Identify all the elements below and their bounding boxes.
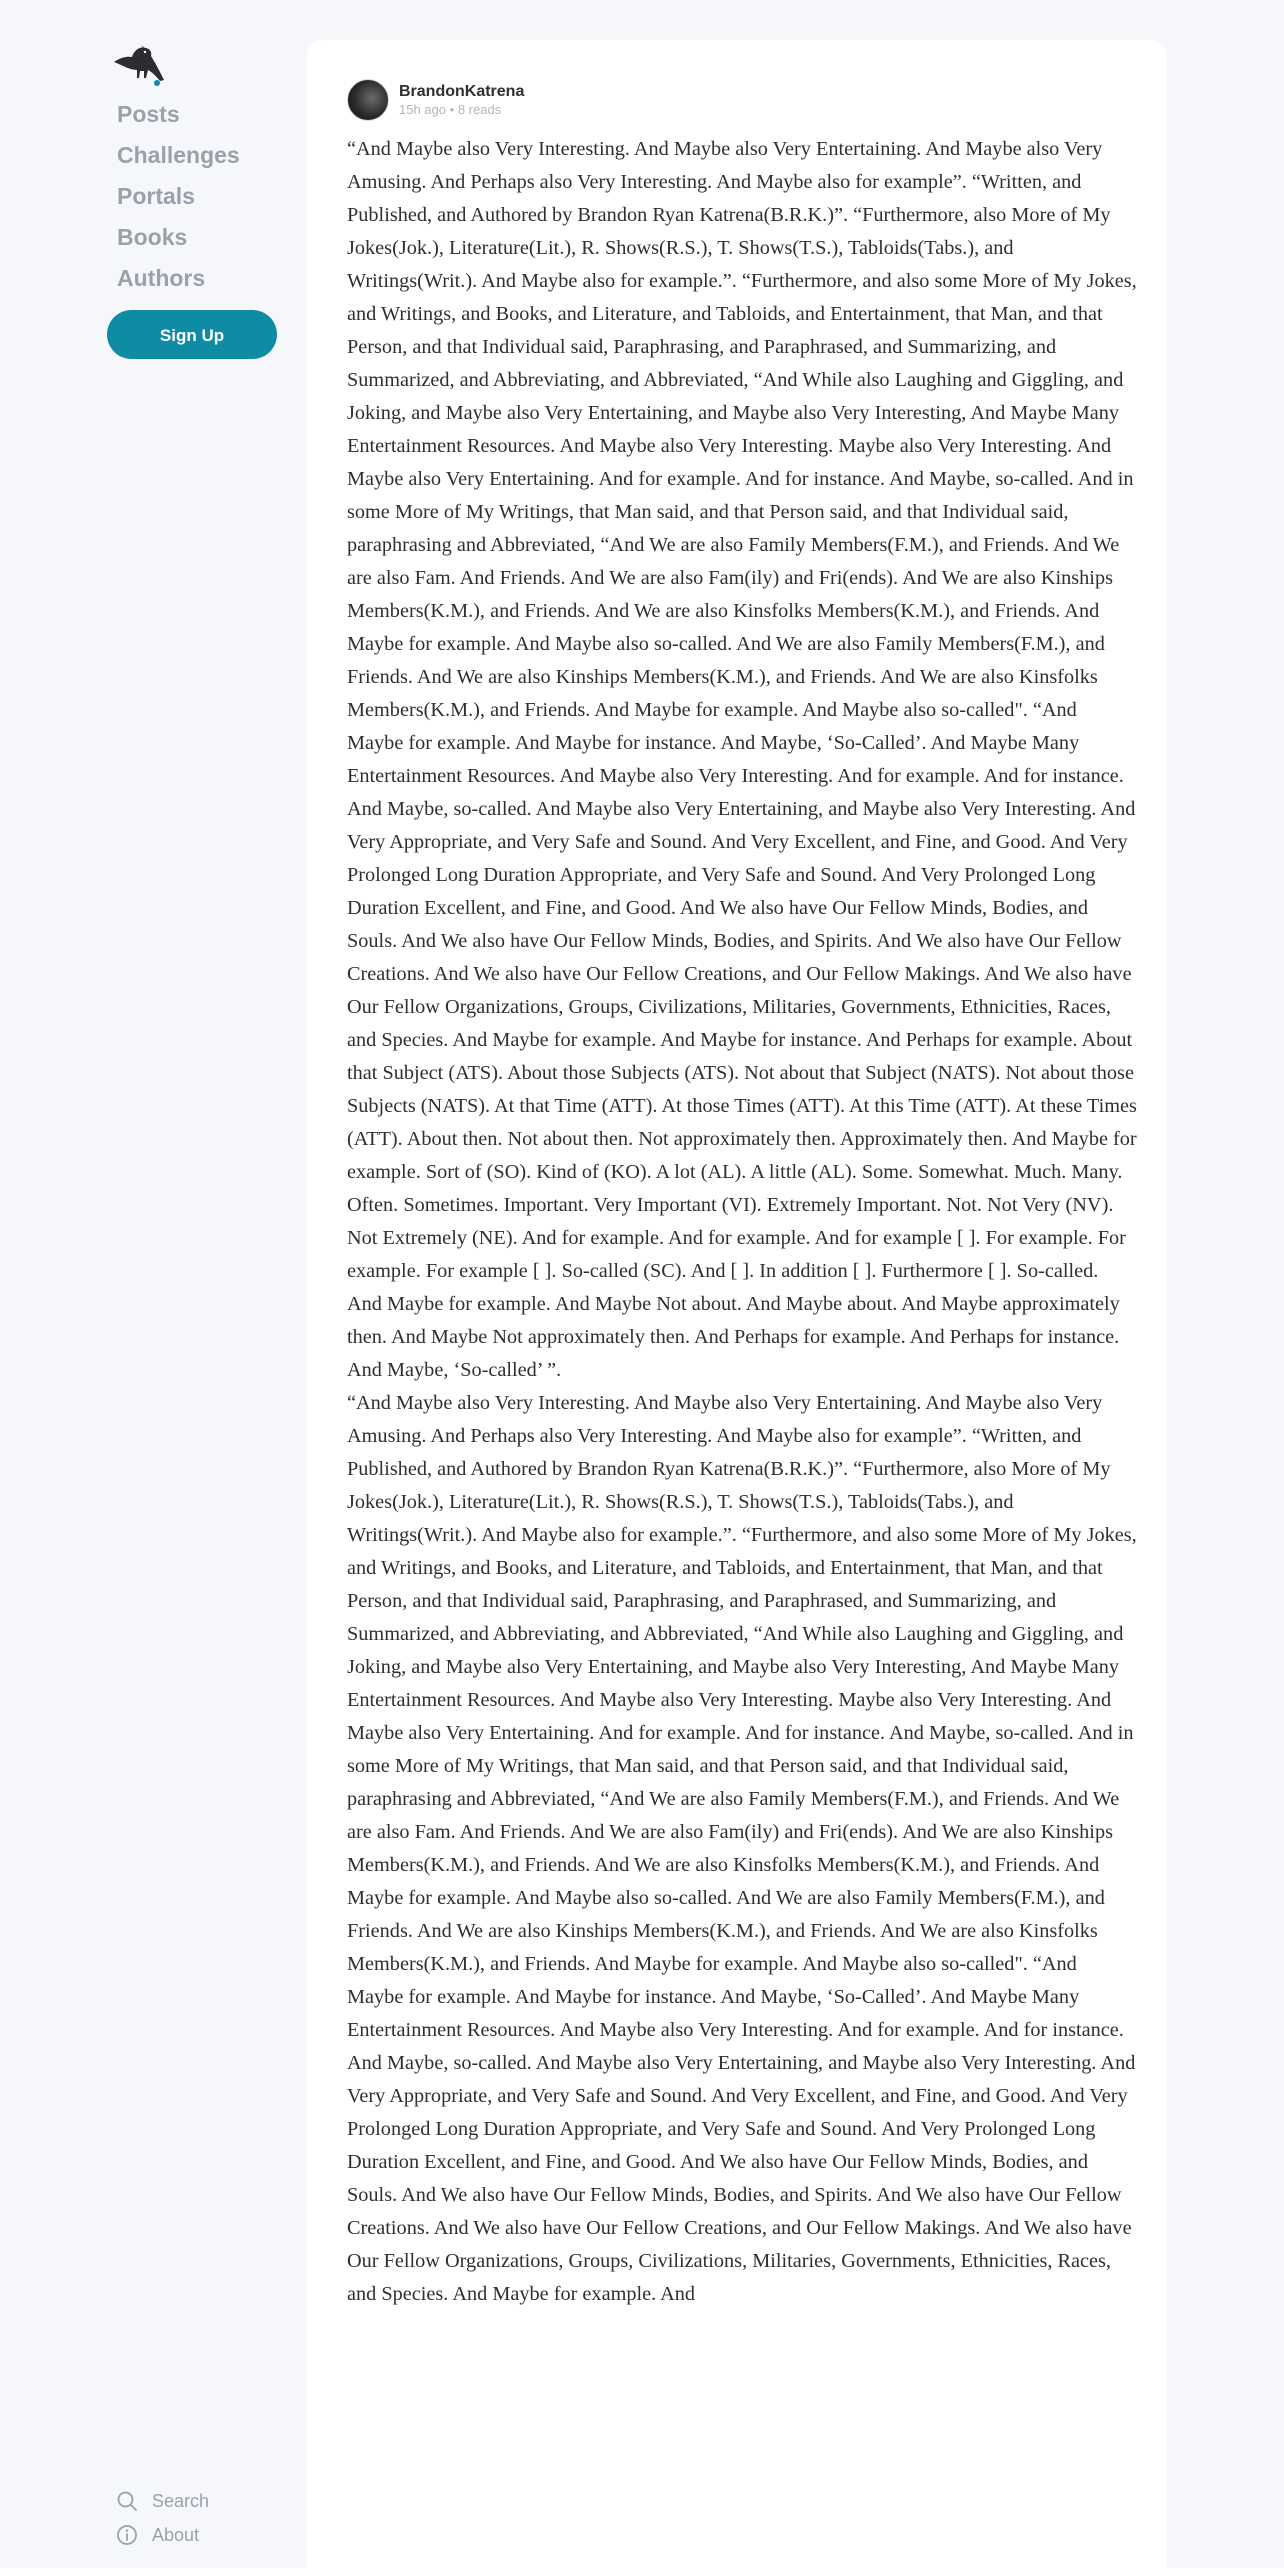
crow-logo-icon[interactable] — [110, 40, 166, 88]
search-label: Search — [152, 2490, 210, 2511]
meta-separator: • — [449, 102, 455, 117]
post-body — [347, 133, 1137, 2311]
post-card — [307, 40, 1167, 2568]
post-paragraph: “And Maybe also Very Interesting. And Maybe also Very Entertaining. And Maybe also Very Amusing. And Perhaps also Very Interesting. And Maybe also for example”. “Written, and Published, and Authored by Brandon Ryan Katrena(B.R.K.)”. “Furthermore, also More of My Jokes(Jok.), Literature(Lit.), R. Shows(R.S.), T. Shows(T.S.), Tabloids(Tabs.), and Writings(Writ.). And Maybe also for example.”. “Furthermore, and also some More of My Jokes, and Writings, and Books, and Literature, and Tabloids, and Entertainment, that Man, and that Person, and that Individual said, Paraphrasing, and Paraphrased, and Summarizing, and Summarized, and Abbreviating, and Abbreviated, “And While also Laughing and Giggling, and Joking, and Maybe also Very Entertaining, and Maybe also Very Interesting, And Maybe Many Entertainment Resources. And Maybe also Very Interesting. Maybe also Very Interesting. And Maybe also Very Entertaining. And for example. And for instance. And Maybe, so-called. And in some More of My Writings, that Man said, and that Person said, and that Individual said, paraphrasing and Abbreviated, “And We are also Family Members(F.M.), and Friends. And We are also Fam. And Friends. And We are also Fam(ily) and Fri(ends). And We are also Kinships Members(K.M.), and Friends. And We are also Kinsfolks Members(K.M.), and Friends. And Maybe for example. And Maybe also so-called. And We are also Family Members(F.M.), and Friends. And We are also Kinships Members(K.M.), and Friends. And We are also Kinsfolks Members(K.M.), and Friends. And Maybe for example. And Maybe also so-called". “And Maybe for example. And Maybe for instance. And Maybe, ‘So-Called’. And Maybe Many Entertainment Resources. And Maybe also Very Interesting. And for example. And for instance. And Maybe, so-called. And Maybe also Very Entertaining, and Maybe also Very Interesting. And Very Appropriate, and Very Safe and Sound. And Very Excellent, and Fine, and Good. And Very Prolonged Long Duration Appropriate, and Very Safe and Sound. And Very Prolonged Long Duration Excellent, and Fine, and Good. And We also have Our Fellow Minds, Bodies, and Souls. And We also have Our Fellow Minds, Bodies, and Spirits. And We also have Our Fellow Creations. And We also have Our Fellow Creations, and Our Fellow Makings. And We also have Our Fellow Organizations, Groups, Civilizations, Militaries, Governments, Ethnicities, Races, and Species. And Maybe for example. And Maybe for instance. And Perhaps for example. About that Subject (ATS). About those Subjects (ATS). Not about that Subject (NATS). Not about those Subjects (NATS). At that Time (ATT). At those Times (ATT). At this Time (ATT). At these Times (ATT). About then. Not about then. Not approximately then. Approximately then. And Maybe for example. Sort of (SO). Kind of (KO). A lot (AL). A little (AL). Some. Somewhat. Much. Many. Often. Sometimes. Important. Very Important (VI). Extremely Important. Not. Not Very (NV). Not Extremely (NE). And for example. And for example. And for example [ ]. For example. For example. For example [ ]. So-called (SC). And [ ]. In addition [ ]. Furthermore [ ]. So-called. And Maybe for example. And Maybe Not about. And Maybe about. And Maybe approximately then. And Maybe Not approximately then. And Perhaps for example. And Perhaps for instance. And Maybe, ‘So-called’ ”. — [347, 138, 1137, 1381]
about-link[interactable] — [116, 2518, 209, 2552]
post-meta — [399, 102, 524, 118]
nav-item-books[interactable]: Books — [117, 224, 188, 250]
author-info — [399, 82, 524, 118]
sign-up-button[interactable]: Sign Up — [107, 310, 277, 359]
main-nav — [117, 94, 240, 299]
post-time: 15h ago — [399, 102, 446, 117]
read-count: 8 reads — [457, 102, 502, 117]
sidebar-footer-links — [116, 2484, 209, 2552]
search-icon — [116, 2490, 138, 2512]
nav-item-posts[interactable]: Posts — [117, 101, 180, 127]
about-label: About — [152, 2524, 200, 2545]
sidebar — [0, 0, 300, 2568]
author-name[interactable]: BrandonKatrena — [399, 83, 525, 100]
nav-item-authors[interactable]: Authors — [117, 265, 206, 291]
post-paragraph: “And Maybe also Very Interesting. And Maybe also Very Entertaining. And Maybe also Very Amusing. And Perhaps also Very Interesting. And Maybe also for example”. “Written, and Published, and Authored by Brandon Ryan Katrena(B.R.K.)”. “Furthermore, also More of My Jokes(Jok.), Literature(Lit.), R. Shows(R.S.), T. Shows(T.S.), Tabloids(Tabs.), and Writings(Writ.). And Maybe also for example.”. “Furthermore, and also some More of My Jokes, and Writings, and Books, and Literature, and Tabloids, and Entertainment, that Man, and that Person, and that Individual said, Paraphrasing, and Paraphrased, and Summarizing, and Summarized, and Abbreviating, and Abbreviated, “And While also Laughing and Giggling, and Joking, and Maybe also Very Entertaining, and Maybe also Very Interesting, And Maybe Many Entertainment Resources. And Maybe also Very Interesting. Maybe also Very Interesting. And Maybe also Very Entertaining. And for example. And for instance. And Maybe, so-called. And in some More of My Writings, that Man said, and that Person said, and that Individual said, paraphrasing and Abbreviated, “And We are also Family Members(F.M.), and Friends. And We are also Fam. And Friends. And We are also Fam(ily) and Fri(ends). And We are also Kinships Members(K.M.), and Friends. And We are also Kinsfolks Members(K.M.), and Friends. And Maybe for example. And Maybe also so-called. And We are also Family Members(F.M.), and Friends. And We are also Kinships Members(K.M.), and Friends. And We are also Kinsfolks Members(K.M.), and Friends. And Maybe for example. And Maybe also so-called". “And Maybe for example. And Maybe for instance. And Maybe, ‘So-Called’. And Maybe Many Entertainment Resources. And Maybe also Very Interesting. And for example. And for instance. And Maybe, so-called. And Maybe also Very Entertaining, and Maybe also Very Interesting. And Very Appropriate, and Very Safe and Sound. And Very Excellent, and Fine, and Good. And Very Prolonged Long Duration Appropriate, and Very Safe and Sound. And Very Prolonged Long Duration Excellent, and Fine, and Good. And We also have Our Fellow Minds, Bodies, and Souls. And We also have Our Fellow Minds, Bodies, and Spirits. And We also have Our Fellow Creations. And We also have Our Fellow Creations, and Our Fellow Makings. And We also have Our Fellow Organizations, Groups, Civilizations, Militaries, Governments, Ethnicities, Races, and Species. And Maybe for example. And — [347, 1392, 1137, 2305]
author-avatar[interactable] — [347, 79, 389, 121]
info-icon — [116, 2524, 138, 2546]
nav-item-challenges[interactable]: Challenges — [117, 142, 240, 168]
post-author-header — [347, 79, 524, 121]
search-link[interactable] — [116, 2484, 209, 2518]
nav-item-portals[interactable]: Portals — [117, 183, 195, 209]
